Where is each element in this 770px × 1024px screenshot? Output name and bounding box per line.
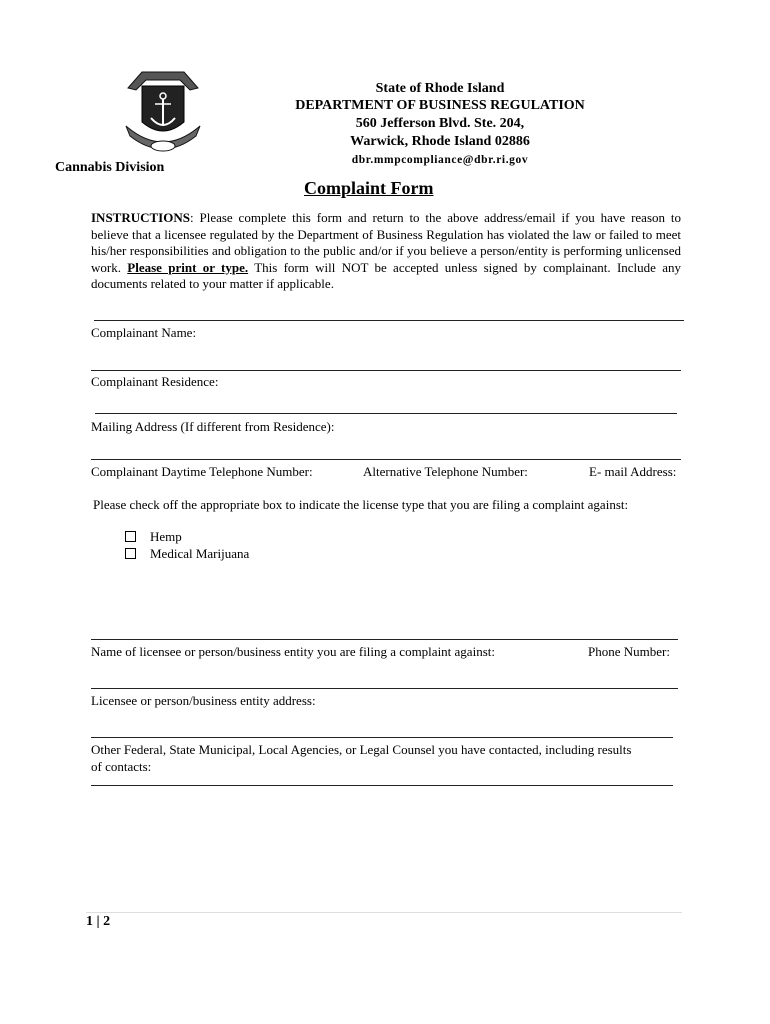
mailing-line[interactable] — [95, 413, 677, 414]
email-label: E- mail Address: — [589, 464, 677, 479]
alt-phone-label: Alternative Telephone Number: — [363, 464, 528, 479]
residence-line[interactable] — [91, 370, 681, 371]
medical-marijuana-checkbox[interactable] — [125, 548, 136, 559]
department-name: DEPARTMENT OF BUSINESS REGULATION — [295, 98, 585, 113]
licensee-name-line[interactable] — [91, 639, 678, 640]
other-contacts-answer-line[interactable] — [91, 785, 673, 786]
form-title: Complaint Form — [304, 178, 434, 198]
hemp-label: Hemp — [150, 529, 182, 544]
instructions-text: : Please complete this form and return to the above address/email if you have reason to believe that a licensee regulated by the Department of Business Regulation has violated the law or failed to meet his/her responsibilities and obligation to the public and/or if you believe a person/entity is performing unlicensed work. — [91, 210, 681, 275]
anchor-icon — [120, 66, 206, 156]
complainant-name-label: Complainant Name: — [91, 325, 197, 340]
licensee-phone-label: Phone Number: — [588, 644, 670, 659]
address-line-2: Warwick, Rhode Island 02886 — [350, 134, 530, 149]
complainant-name-line[interactable] — [94, 320, 684, 321]
licensee-name-label: Name of licensee or person/business entity you are filing a complaint against: — [91, 644, 495, 659]
state-seal — [120, 66, 206, 156]
contact-email[interactable]: dbr.mmpcompliance@dbr.ri.gov — [351, 154, 529, 166]
page-number: 1 | 2 — [86, 914, 111, 929]
instructions-lead: INSTRUCTIONS — [91, 210, 190, 225]
licensee-address-label: Licensee or person/business entity address: — [91, 693, 316, 708]
medical-marijuana-label: Medical Marijuana — [150, 546, 250, 561]
division-name: Cannabis Division — [55, 160, 165, 175]
medical-marijuana-option[interactable] — [125, 546, 249, 562]
hemp-checkbox[interactable] — [125, 531, 136, 542]
licensee-address-line[interactable] — [91, 688, 678, 689]
daytime-phone-label: Complainant Daytime Telephone Number: — [91, 464, 313, 479]
residence-label: Complainant Residence: — [91, 374, 219, 389]
footer-divider — [86, 912, 682, 913]
mailing-label: Mailing Address (If different from Residence): — [91, 419, 335, 434]
address-line-1: 560 Jefferson Blvd. Ste. 204, — [355, 116, 525, 131]
other-contacts-label-2: of contacts: — [91, 759, 152, 774]
license-prompt: Please check off the appropriate box to indicate the license type that you are filing a complaint against: — [93, 497, 629, 512]
instructions — [91, 210, 681, 293]
other-contacts-line[interactable] — [91, 737, 673, 738]
instructions-text-2: This form will NOT be accepted unless signed by complainant. Include any documents related to your matter if applicable. — [91, 259, 682, 292]
state-name: State of Rhode Island — [375, 81, 505, 96]
instructions-emphasis: Please print or type. — [127, 259, 249, 275]
other-contacts-label: Other Federal, State Municipal, Local Agencies, or Legal Counsel you have contacted, including results — [91, 742, 632, 757]
hemp-option[interactable] — [125, 529, 182, 545]
phone-line[interactable] — [91, 459, 681, 460]
